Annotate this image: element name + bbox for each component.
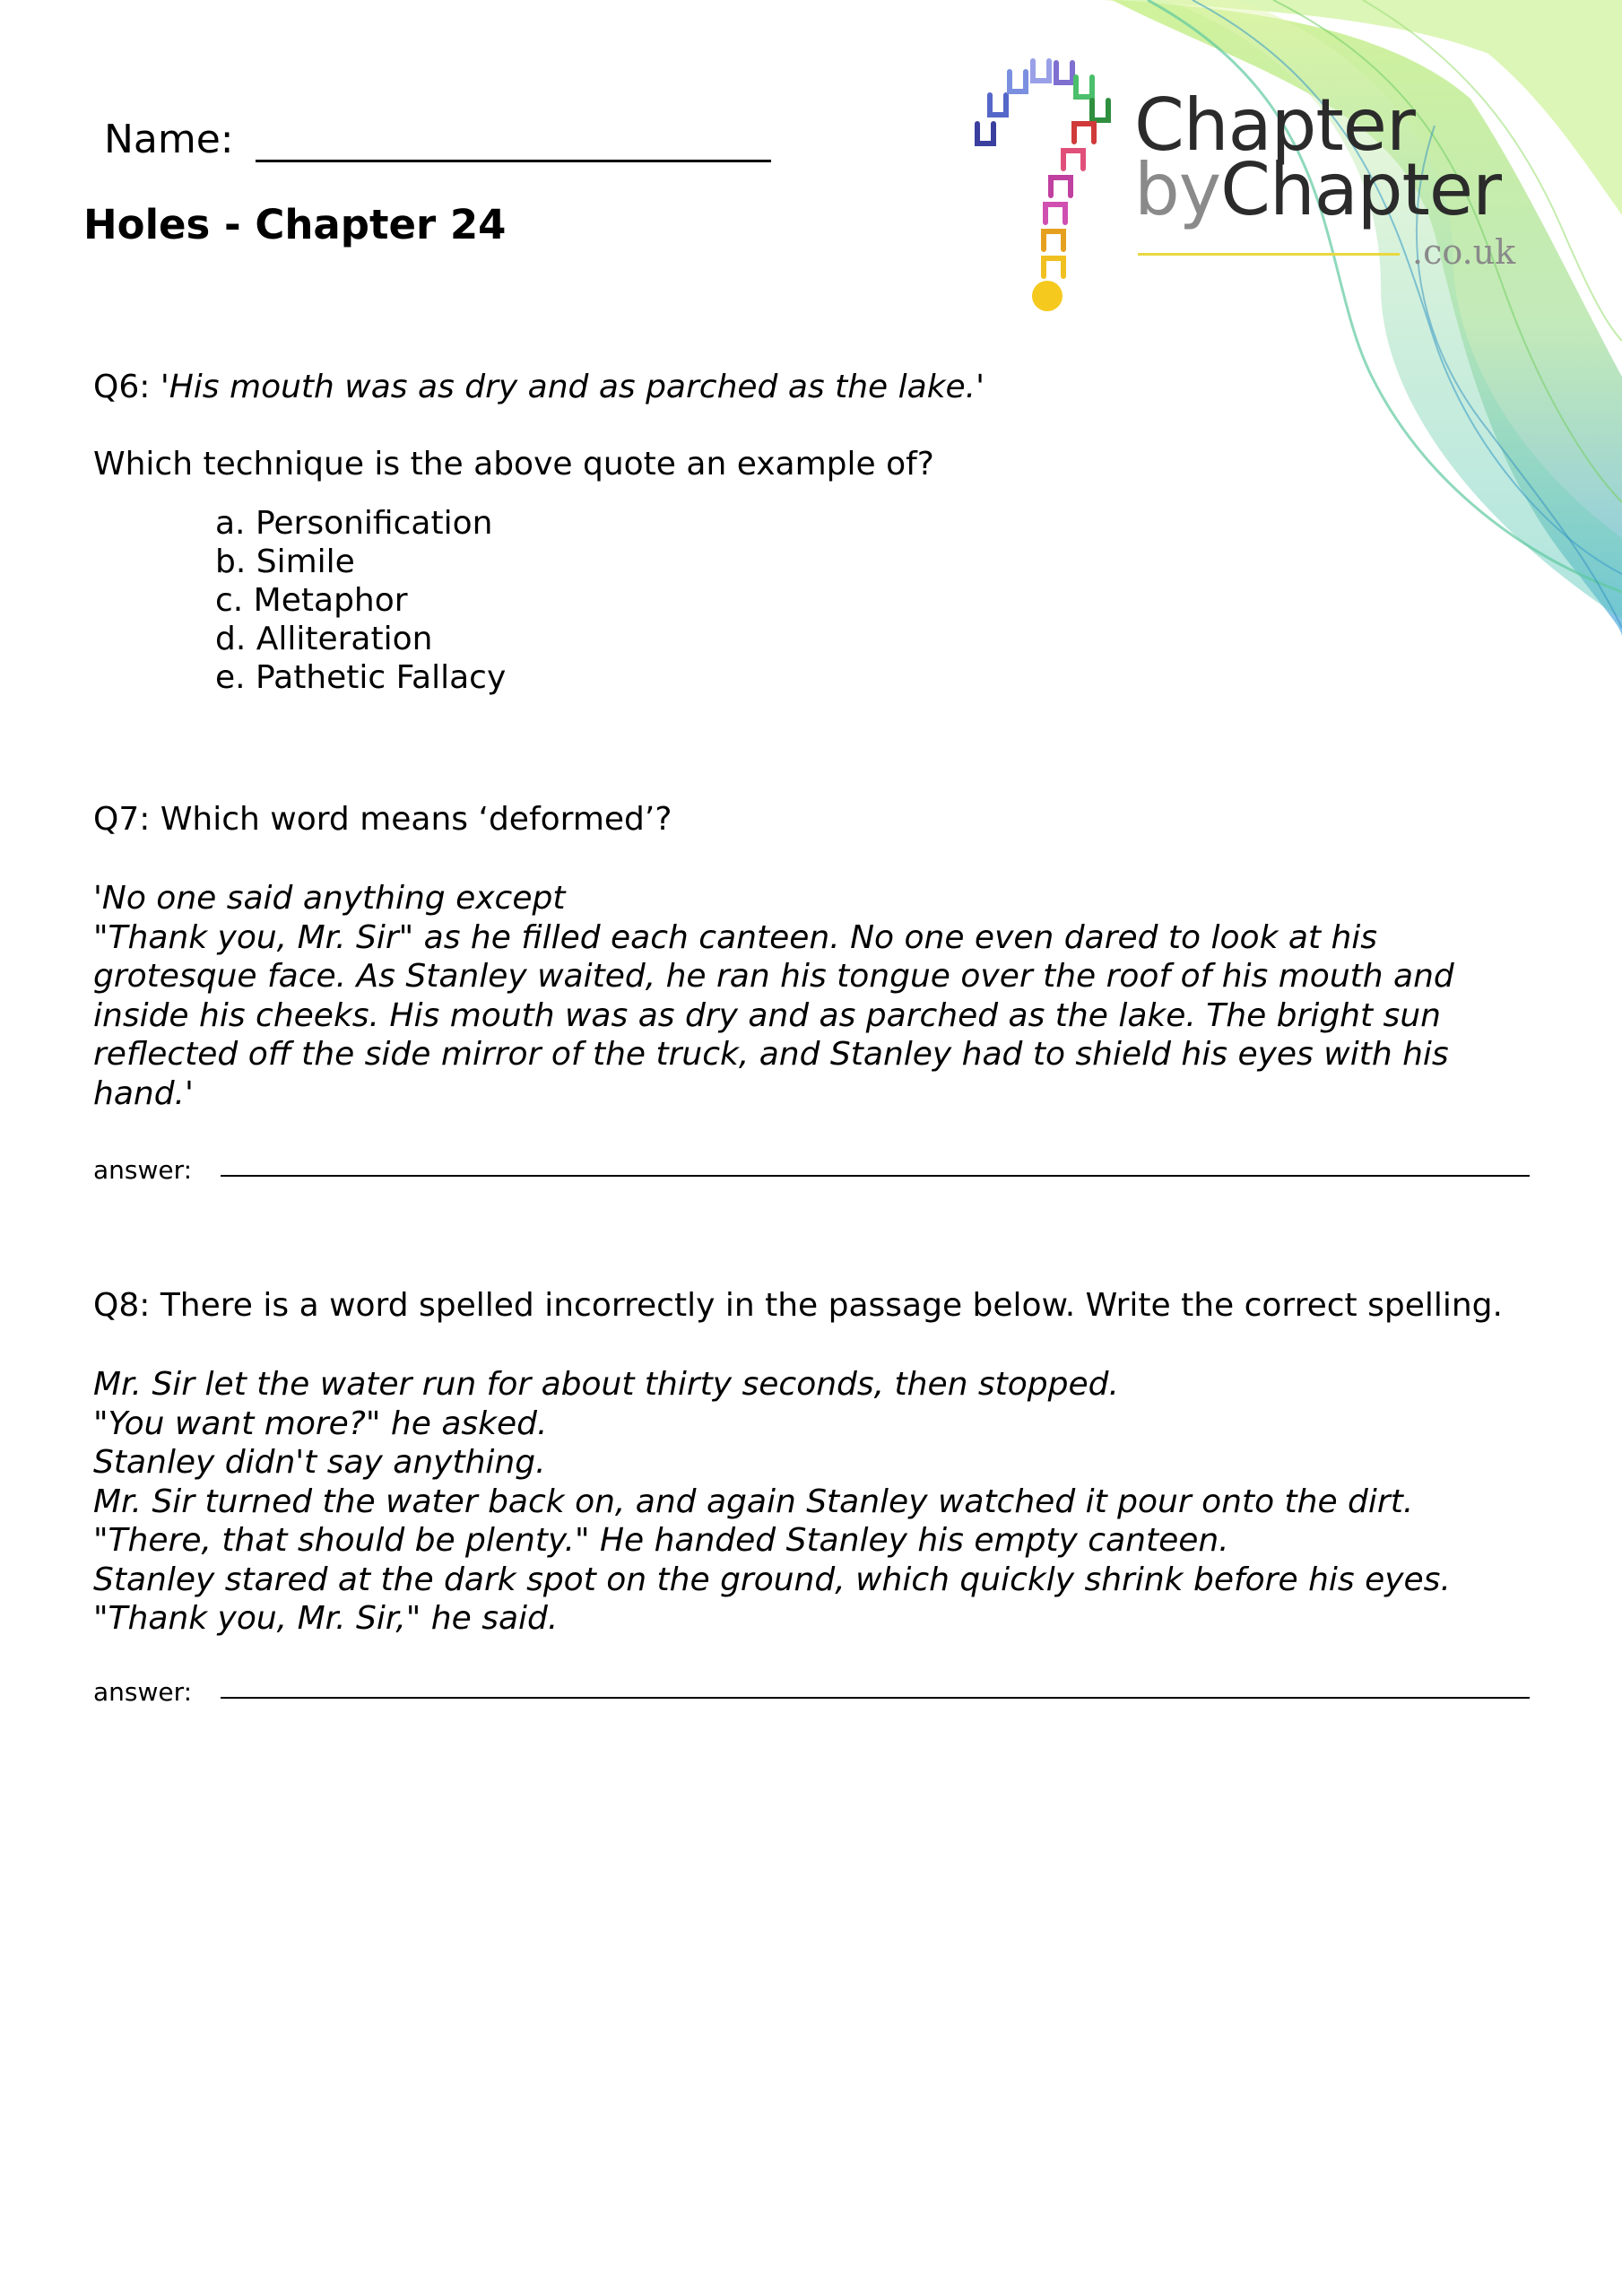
logo-domain-suffix: .co.uk <box>1412 232 1516 272</box>
q6-quote: 'His mouth was as dry and as parched as the lake.' <box>160 369 985 405</box>
q8-passage-line: Stanley didn't say anything. <box>93 1444 546 1481</box>
name-blank-line[interactable] <box>256 124 771 162</box>
logo-word-chapter: Chapter <box>1134 83 1415 167</box>
q8-passage-line: Stanley stared at the dark spot on the ground, which quickly shrink before his eyes. <box>93 1561 1451 1598</box>
q7-passage-line: hand.' <box>93 1074 194 1112</box>
q8-passage-line: "Thank you, Mr. Sir," he said. <box>93 1600 559 1637</box>
q8-answer-line[interactable] <box>221 1697 1530 1699</box>
q7-answer-line[interactable] <box>221 1175 1530 1177</box>
q6-question: Which technique is the above quote an example of? <box>93 446 934 483</box>
logo-underline <box>1138 253 1400 256</box>
q8-question: Q8: There is a word spelled incorrectly in the passage below. Write the correct spelling. <box>93 1287 1503 1324</box>
q7-passage-line: reflected off the side mirror of the truck, and Stanley had to shield his eyes with his <box>93 1036 1449 1073</box>
q6-label: Q6: <box>93 369 151 405</box>
logo-word-by: by <box>1134 148 1221 231</box>
q8-passage-line: "There, that should be plenty." He handed Stanley his empty canteen. <box>93 1522 1229 1559</box>
page-title: Holes - Chapter 24 <box>83 201 507 248</box>
name-label: Name: <box>104 117 234 162</box>
q6-option-a: a. Personification <box>215 505 493 542</box>
q6-prompt <box>93 368 984 407</box>
q6-option-b: b. Simile <box>215 544 355 580</box>
chapter-by-chapter-logo-icon <box>967 52 1128 312</box>
q6-options-list <box>215 504 506 697</box>
q8-passage-line: Mr. Sir turned the water back on, and again Stanley watched it pour onto the dirt. <box>93 1483 1414 1520</box>
q6-option-c: c. Metaphor <box>215 582 408 619</box>
logo-word-chapter-2: Chapter <box>1220 148 1501 231</box>
q8-answer-label: answer: <box>93 1677 193 1707</box>
q6-option-d: d. Alliteration <box>215 621 433 657</box>
name-field[interactable] <box>104 117 771 162</box>
q8-passage-line: "You want more?" he asked. <box>93 1405 548 1442</box>
q7-passage-line: 'No one said anything except <box>93 880 566 917</box>
q7-passage-line: inside his cheeks. His mouth was as dry and as parched as the lake. The bright sun <box>93 996 1441 1034</box>
q8-passage <box>93 1365 1564 1639</box>
q6-option-e: e. Pathetic Fallacy <box>215 659 507 696</box>
logo-wordmark <box>1134 83 1516 272</box>
q7-passage <box>93 879 1564 1113</box>
q7-passage-line: grotesque face. As Stanley waited, he ran his tongue over the roof of his mouth and <box>93 958 1454 995</box>
q7-answer-label: answer: <box>93 1155 193 1185</box>
q7-question: Q7: Which word means ‘deformed’? <box>93 801 672 838</box>
q7-passage-line: "Thank you, Mr. Sir" as he filled each canteen. No one even dared to look at his <box>93 918 1378 956</box>
q8-passage-line: Mr. Sir let the water run for about thirty seconds, then stopped. <box>93 1366 1119 1403</box>
